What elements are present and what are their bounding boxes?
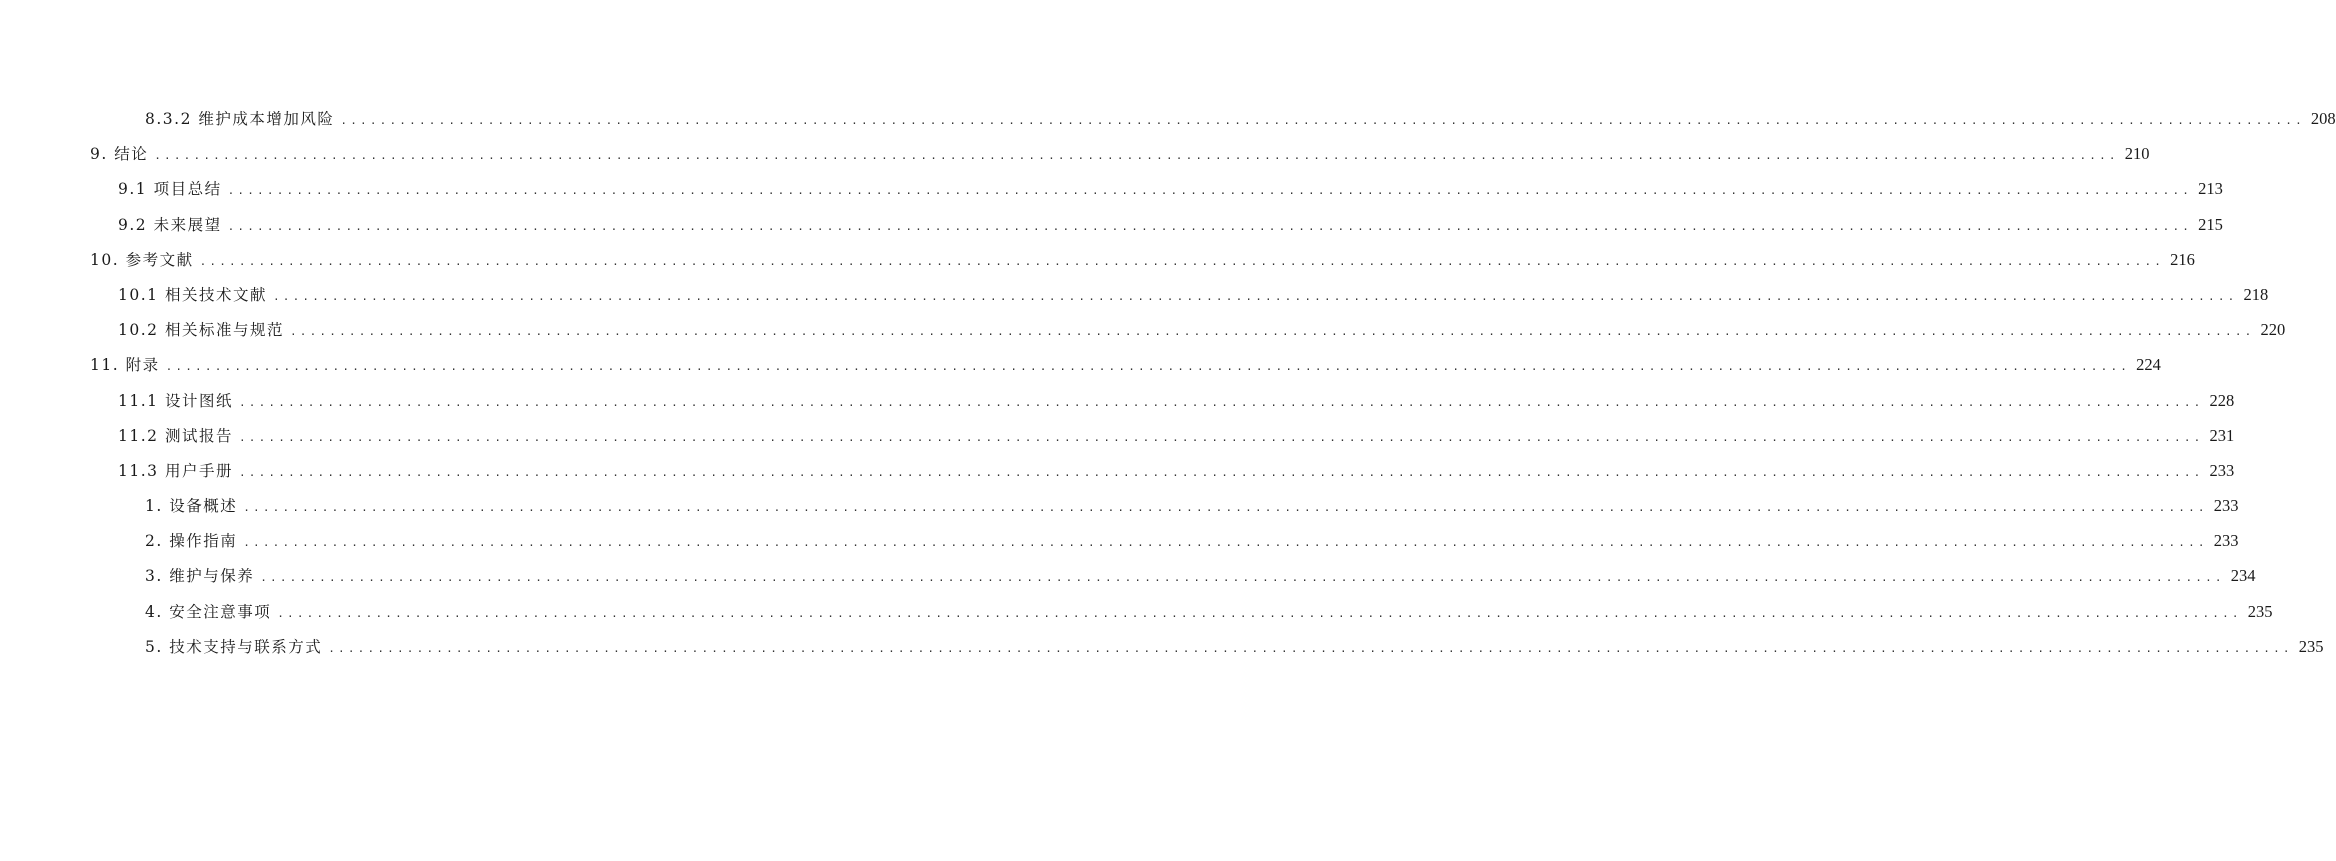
toc-entry-title: 2. 操作指南	[145, 532, 238, 551]
toc-entry[interactable]	[0, 459, 2235, 494]
toc-dot-leader: ........................................................................................................................................................................................................	[340, 114, 2305, 127]
toc-entry[interactable]	[0, 564, 2256, 599]
toc-dot-leader: ........................................................................................................................................................................................................	[328, 641, 2293, 655]
toc-dot-leader: ........................................................................................................................................................................................................	[238, 430, 2204, 444]
toc-entry-title: 4. 安全注意事项	[145, 602, 272, 621]
toc-page-number: 213	[2198, 179, 2223, 199]
toc-entry[interactable]	[0, 600, 2273, 635]
toc-entry[interactable]	[0, 213, 2223, 248]
toc-page-number: 234	[2230, 566, 2256, 586]
toc-dot-leader: ........................................................................................................................................................................................................	[238, 465, 2204, 479]
toc-page-number: 218	[2243, 284, 2269, 304]
toc-page-number: 215	[2198, 214, 2223, 234]
toc-page-number: 224	[2136, 355, 2161, 375]
table-of-contents	[0, 107, 2336, 670]
toc-dot-leader: ........................................................................................................................................................................................................	[238, 395, 2204, 409]
toc-dot-leader: ........................................................................................................................................................................................................	[289, 325, 2255, 339]
toc-dot-leader: ........................................................................................................................................................................................................	[154, 149, 2119, 163]
toc-dot-leader: ........................................................................................................................................................................................................	[165, 360, 2131, 374]
toc-entry-title: 11.2 测试报告	[118, 426, 233, 445]
toc-page-number: 216	[2170, 249, 2195, 269]
toc-dot-leader: ........................................................................................................................................................................................................	[277, 606, 2242, 620]
toc-dot-leader: ........................................................................................................................................................................................................	[243, 501, 2208, 515]
toc-entry[interactable]	[0, 248, 2195, 283]
toc-page-number: 233	[2209, 460, 2235, 480]
toc-dot-leader: ........................................................................................................................................................................................................	[260, 571, 2225, 585]
toc-page-number: 228	[2209, 390, 2235, 410]
toc-page-number: 233	[2213, 531, 2239, 551]
toc-entry[interactable]	[0, 142, 2150, 177]
toc-entry-title: 10.1 相关技术文献	[118, 285, 267, 304]
toc-entry[interactable]	[0, 424, 2235, 459]
toc-entry-title: 1. 设备概述	[145, 497, 238, 516]
toc-page-number: 235	[2298, 636, 2324, 656]
toc-entry-title: 11.3 用户手册	[118, 461, 233, 480]
toc-page-number: 220	[2260, 320, 2286, 340]
toc-dot-leader: ........................................................................................................................................................................................................	[272, 289, 2238, 303]
toc-entry-title: 9.1 项目总结	[118, 180, 222, 199]
toc-entry-title: 10. 参考文献	[90, 250, 194, 269]
toc-page-number: 208	[2310, 109, 2336, 128]
toc-dot-leader: ........................................................................................................................................................................................................	[227, 219, 2193, 233]
toc-entry-title: 11.1 设计图纸	[118, 391, 233, 410]
toc-entry-title: 5. 技术支持与联系方式	[145, 637, 323, 656]
toc-entry-title: 9.2 未来展望	[118, 215, 222, 234]
toc-entry-title: 10.2 相关标准与规范	[118, 321, 284, 340]
toc-page-number: 233	[2213, 496, 2239, 516]
toc-dot-leader: ........................................................................................................................................................................................................	[199, 254, 2165, 268]
toc-entry[interactable]	[0, 529, 2239, 564]
toc-entry[interactable]	[0, 283, 2269, 318]
toc-dot-leader: ........................................................................................................................................................................................................	[227, 184, 2193, 198]
toc-page-number: 231	[2209, 425, 2235, 445]
toc-entry-title: 9. 结论	[90, 145, 149, 164]
toc-entry[interactable]	[0, 177, 2223, 212]
toc-entry[interactable]	[0, 494, 2239, 529]
toc-page-number: 210	[2124, 144, 2150, 164]
toc-entry[interactable]	[0, 389, 2235, 424]
toc-page-number: 235	[2247, 601, 2273, 621]
toc-entry-title: 11. 附录	[90, 356, 160, 375]
toc-entry[interactable]	[0, 107, 2336, 142]
toc-entry[interactable]	[0, 318, 2286, 353]
toc-entry[interactable]	[0, 353, 2161, 388]
toc-dot-leader: ........................................................................................................................................................................................................	[243, 536, 2208, 550]
toc-entry-title: 3. 维护与保养	[145, 567, 255, 586]
toc-entry-title: 8.3.2 维护成本增加风险	[145, 110, 335, 128]
toc-entry[interactable]	[0, 635, 2324, 670]
